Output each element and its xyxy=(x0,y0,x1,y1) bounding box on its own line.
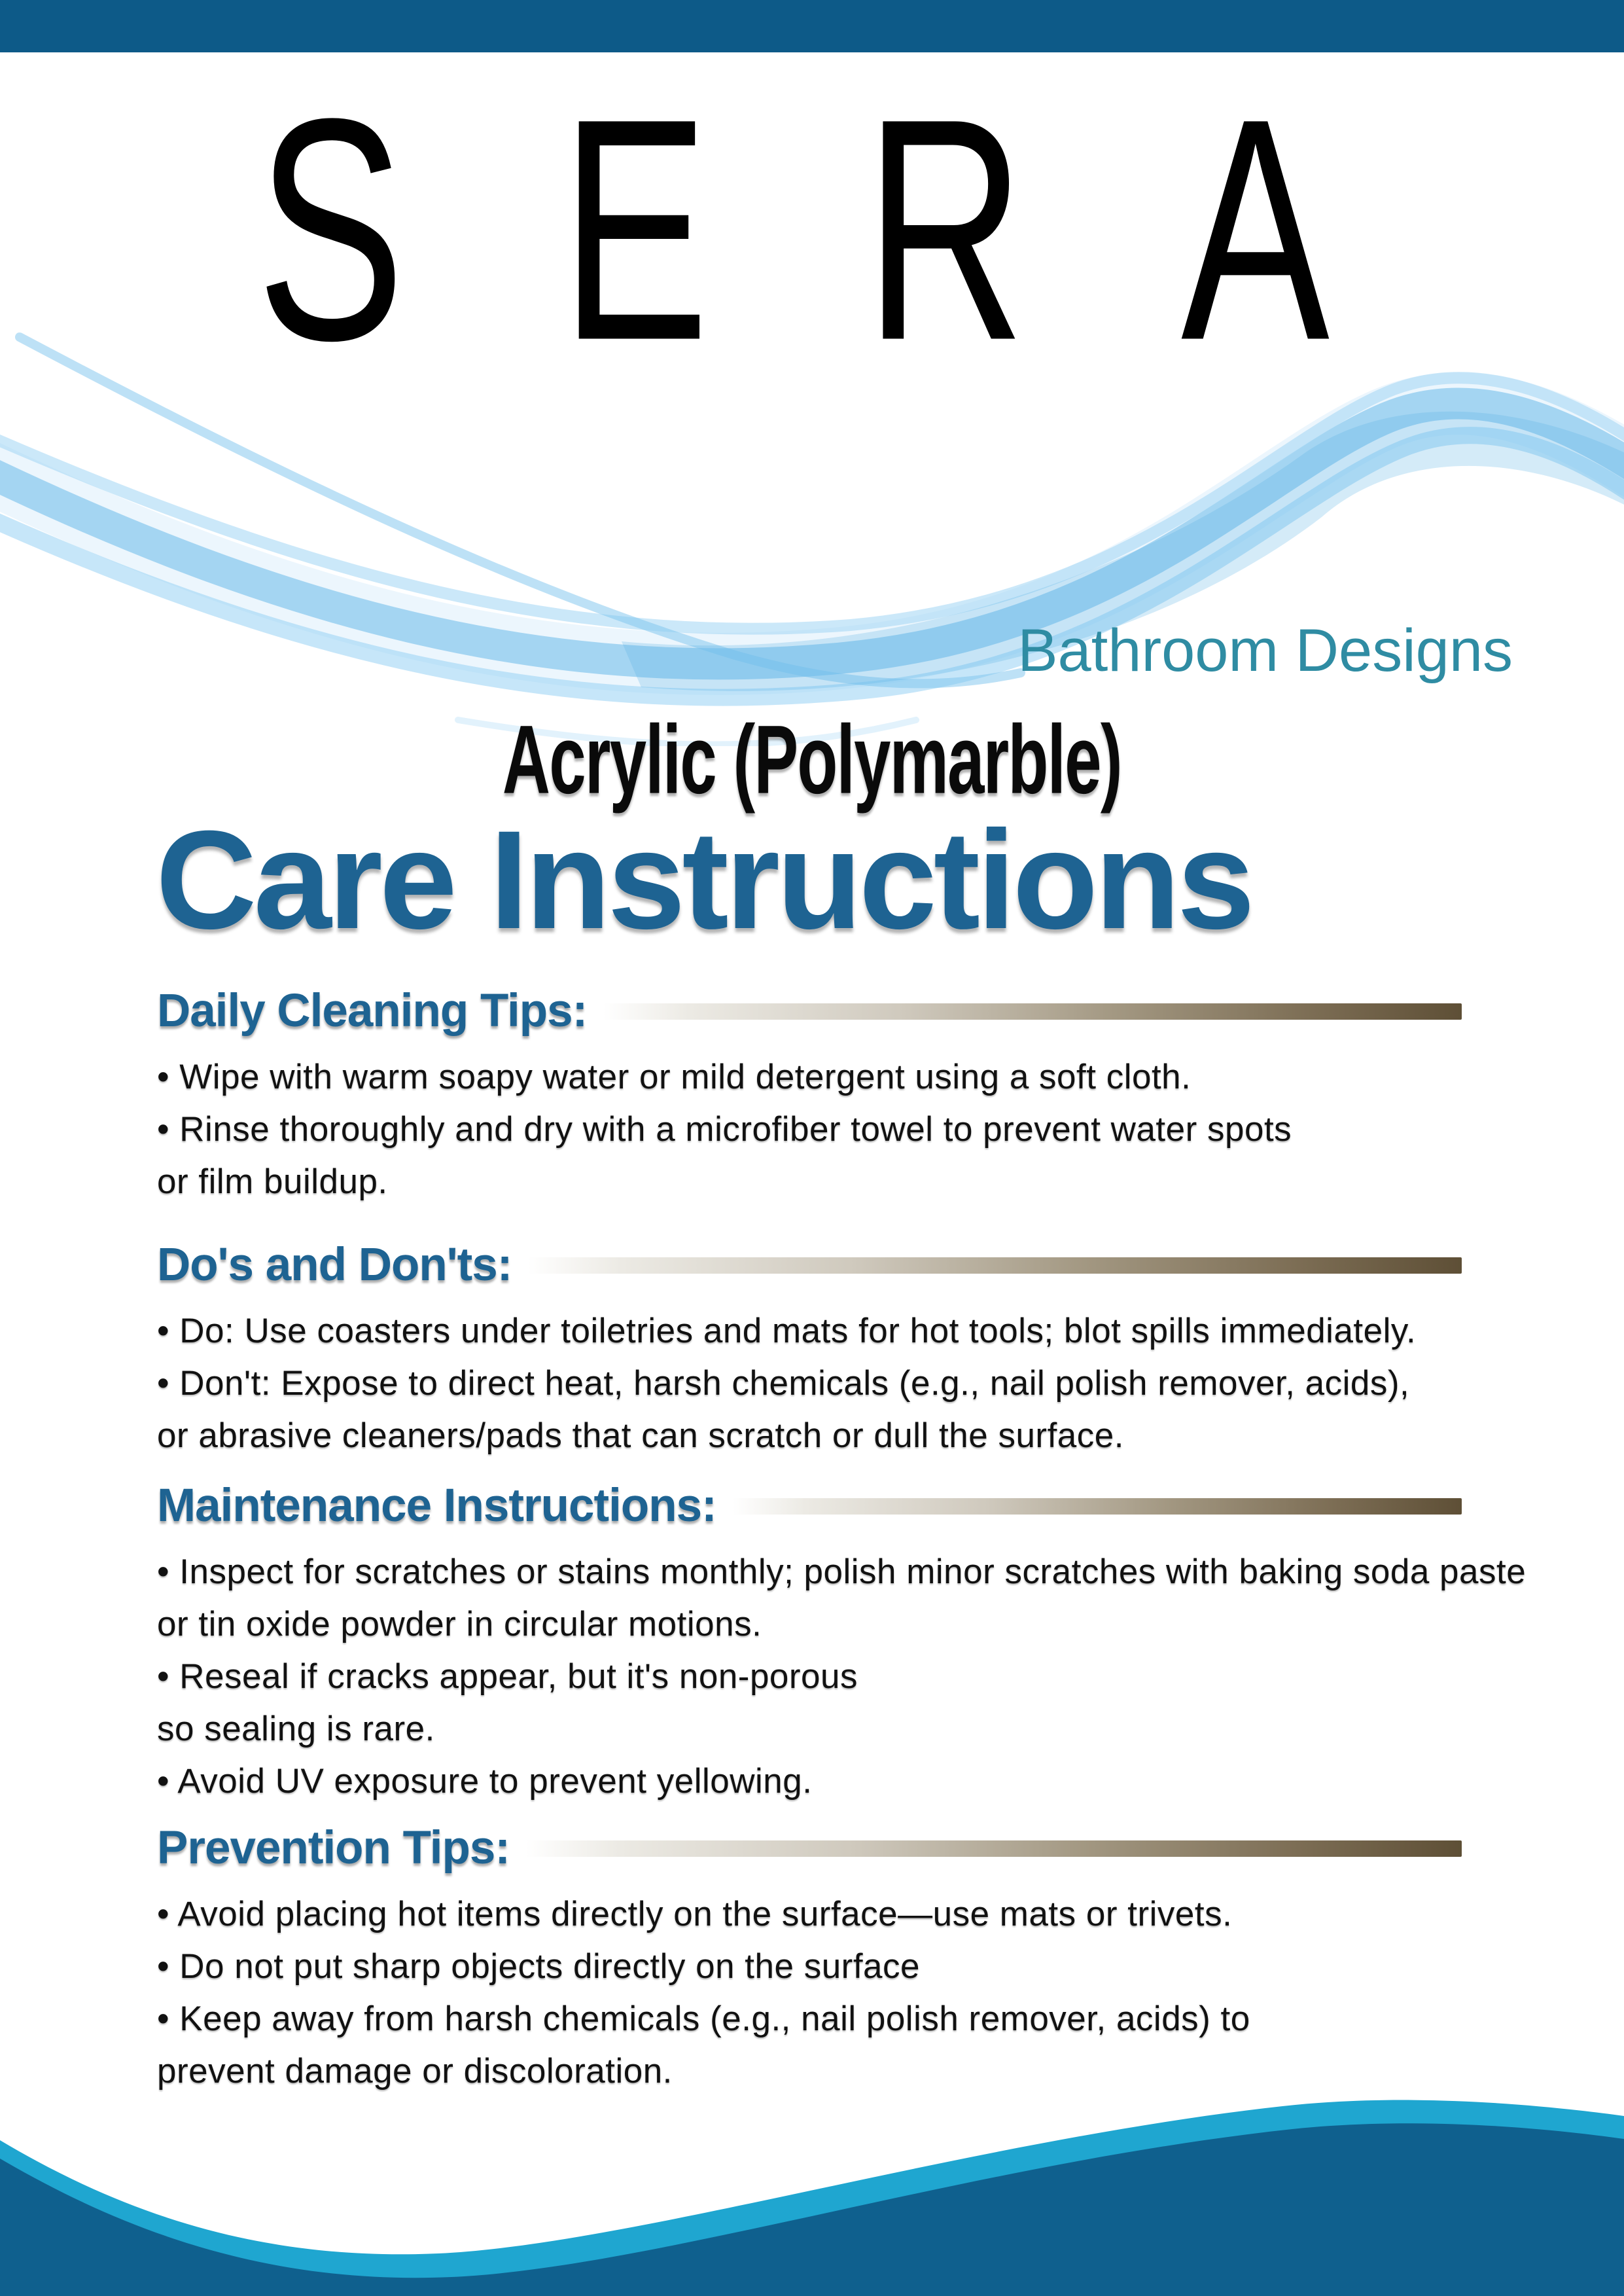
material-subtitle-text: Acrylic (Polymarble) xyxy=(502,705,1122,814)
care-line: or abrasive cleaners/pads that can scratch or dull the surface. xyxy=(157,1416,1124,1455)
section-heading: Do's and Don'ts: xyxy=(157,1239,512,1291)
section-heading-row xyxy=(157,1475,1598,1537)
section-body xyxy=(157,1051,1598,1208)
section-prevention-tips xyxy=(157,1818,1598,2098)
brand-tagline: Bathroom Designs xyxy=(1017,617,1513,684)
care-line: • Wipe with warm soapy water or mild detergent using a soft cloth. xyxy=(157,1058,1192,1096)
brand-logo: SERA xyxy=(256,53,1485,407)
content-area xyxy=(157,961,1598,2098)
care-line: • Avoid UV exposure to prevent yellowing. xyxy=(157,1762,813,1801)
section-heading-row xyxy=(157,980,1598,1042)
care-line: • Avoid placing hot items directly on the surface—use mats or trivets. xyxy=(157,1895,1233,1933)
care-line: • Rinse thoroughly and dry with a microfiber towel to prevent water spots xyxy=(157,1110,1292,1149)
care-line: • Reseal if cracks appear, but it's non-porous xyxy=(157,1657,858,1696)
section-body xyxy=(157,1546,1598,1808)
care-line: • Do: Use coasters under toiletries and mats for hot tools; blot spills immediately. xyxy=(157,1312,1417,1350)
section-dos-and-donts xyxy=(157,1234,1598,1462)
footer-wave-graphic xyxy=(0,2090,1624,2296)
top-accent-bar xyxy=(0,0,1624,52)
care-line: or film buildup. xyxy=(157,1162,388,1201)
care-line: prevent damage or discoloration. xyxy=(157,2052,673,2090)
care-line: • Inspect for scratches or stains monthly; polish minor scratches with baking soda paste xyxy=(157,1552,1527,1591)
heading-divider-bar xyxy=(603,1003,1462,1020)
section-body xyxy=(157,1888,1598,2098)
section-maintenance-instructions xyxy=(157,1475,1598,1808)
page-title: Care Instructions xyxy=(156,802,1252,958)
care-line: • Do not put sharp objects directly on the surface xyxy=(157,1947,921,1986)
care-line: or tin oxide powder in circular motions. xyxy=(157,1605,762,1643)
section-heading: Maintenance Instructions: xyxy=(157,1480,716,1532)
section-heading: Daily Cleaning Tips: xyxy=(157,985,588,1037)
care-line: • Keep away from harsh chemicals (e.g., nail polish remover, acids) to xyxy=(157,2000,1250,2038)
section-body xyxy=(157,1305,1598,1462)
section-daily-cleaning-tips xyxy=(157,980,1598,1208)
care-line: • Don't: Expose to direct heat, harsh chemicals (e.g., nail polish remover, acids), xyxy=(157,1364,1410,1403)
section-heading: Prevention Tips: xyxy=(157,1822,510,1874)
care-line: so sealing is rare. xyxy=(157,1710,435,1748)
section-heading-row xyxy=(157,1818,1598,1879)
material-subtitle xyxy=(0,704,1624,814)
heading-divider-bar xyxy=(528,1257,1462,1274)
section-heading-row xyxy=(157,1234,1598,1296)
heading-divider-bar xyxy=(733,1498,1462,1515)
heading-divider-bar xyxy=(526,1840,1462,1857)
